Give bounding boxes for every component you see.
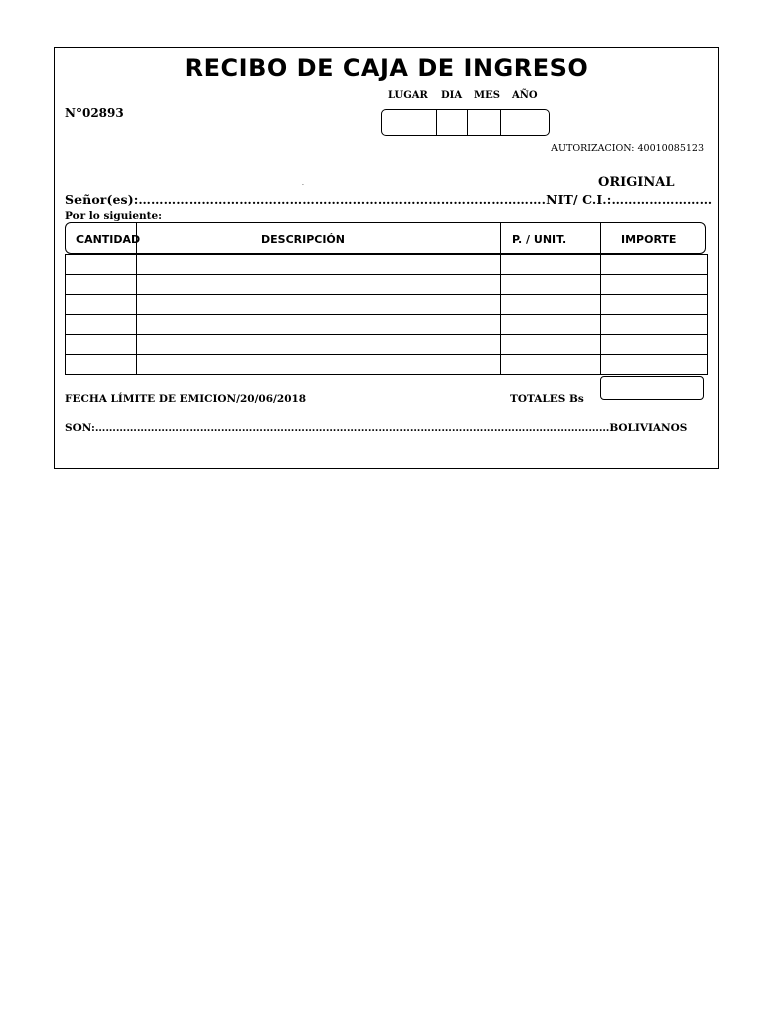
quantity-cell[interactable] xyxy=(66,355,137,375)
dot-mark: . xyxy=(302,180,304,187)
unit-price-cell[interactable] xyxy=(501,355,601,375)
table-row xyxy=(66,275,708,295)
quantity-cell[interactable] xyxy=(66,315,137,335)
quantity-cell[interactable] xyxy=(66,275,137,295)
date-label-month: MES xyxy=(474,90,500,101)
date-divider xyxy=(500,110,501,135)
amount-cell[interactable] xyxy=(601,315,708,335)
receipt-number: N°02893 xyxy=(65,106,124,120)
amount-cell[interactable] xyxy=(601,355,708,375)
table-row xyxy=(66,355,708,375)
date-label-day: DIA xyxy=(441,90,463,101)
amount-cell[interactable] xyxy=(601,335,708,355)
header-amount: IMPORTE xyxy=(621,233,677,246)
description-cell[interactable] xyxy=(137,295,501,315)
date-divider xyxy=(467,110,468,135)
description-cell[interactable] xyxy=(137,355,501,375)
amount-in-words[interactable]: SON:…………………………………………………………………………………………………………………………………BOLIVIANOS xyxy=(65,422,688,434)
table-row xyxy=(66,295,708,315)
header-divider xyxy=(600,222,601,254)
date-label-year: AÑO xyxy=(512,90,538,101)
unit-price-cell[interactable] xyxy=(501,315,601,335)
unit-price-cell[interactable] xyxy=(501,275,601,295)
amount-cell[interactable] xyxy=(601,275,708,295)
table-row xyxy=(66,335,708,355)
receipt-title: RECIBO DE CAJA DE INGRESO xyxy=(184,54,589,82)
receipt-form xyxy=(54,47,719,469)
description-cell[interactable] xyxy=(137,255,501,275)
quantity-cell[interactable] xyxy=(66,295,137,315)
header-description: DESCRIPCIÓN xyxy=(261,233,345,246)
for-following-label: Por lo siguiente: xyxy=(65,210,163,221)
description-cell[interactable] xyxy=(137,275,501,295)
quantity-cell[interactable] xyxy=(66,335,137,355)
amount-cell[interactable] xyxy=(601,255,708,275)
total-amount-box[interactable] xyxy=(600,376,704,400)
date-divider xyxy=(436,110,437,135)
table-header xyxy=(65,222,706,254)
header-divider xyxy=(136,222,137,254)
description-cell[interactable] xyxy=(137,335,501,355)
header-unit-price: P. / UNIT. xyxy=(512,233,567,246)
totals-label: TOTALES Bs xyxy=(510,393,584,405)
client-line[interactable]: Señor(es):…………………………………………………………………………………….NIT/ C.I.:…………………… xyxy=(65,192,713,207)
date-label-place: LUGAR xyxy=(388,90,428,101)
unit-price-cell[interactable] xyxy=(501,295,601,315)
unit-price-cell[interactable] xyxy=(501,255,601,275)
amount-cell[interactable] xyxy=(601,295,708,315)
quantity-cell[interactable] xyxy=(66,255,137,275)
items-table xyxy=(65,254,708,375)
copy-label: ORIGINAL xyxy=(598,175,675,190)
table-row xyxy=(66,315,708,335)
table-row xyxy=(66,255,708,275)
description-cell[interactable] xyxy=(137,315,501,335)
limit-date: FECHA LÍMITE DE EMICION/20/06/2018 xyxy=(65,393,307,405)
unit-price-cell[interactable] xyxy=(501,335,601,355)
header-divider xyxy=(500,222,501,254)
date-input-box[interactable] xyxy=(381,109,550,136)
authorization-number: AUTORIZACION: 40010085123 xyxy=(551,143,704,154)
header-quantity: CANTIDAD xyxy=(76,233,141,246)
